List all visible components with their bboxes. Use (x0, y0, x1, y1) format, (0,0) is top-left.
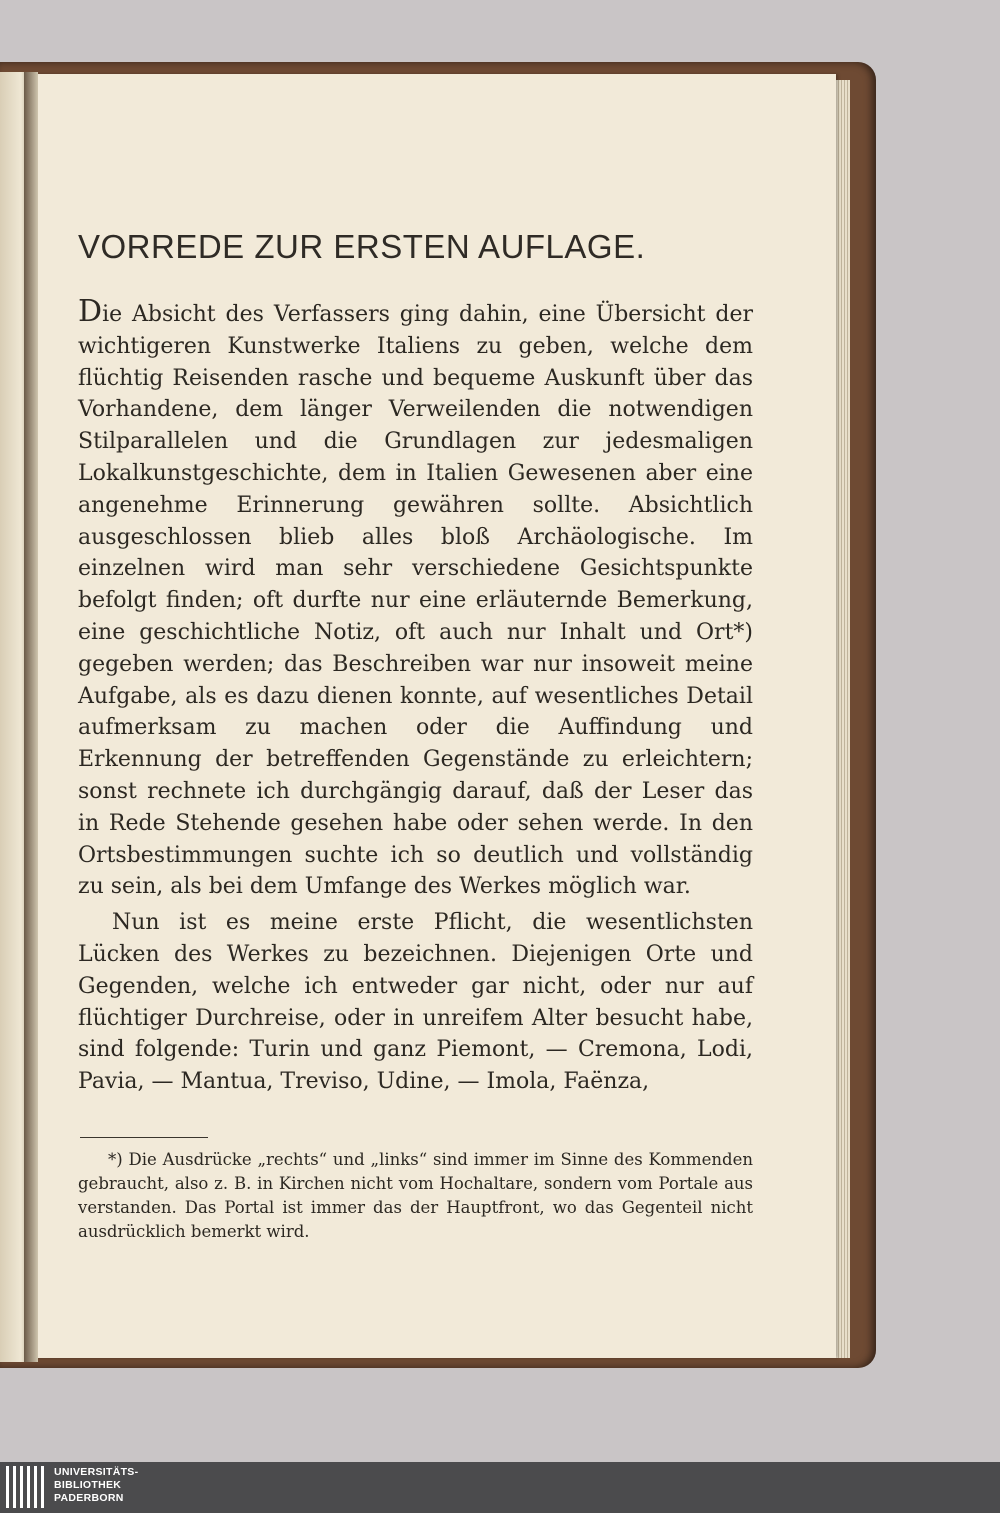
library-logo-text (54, 1466, 138, 1505)
paragraph-1: Die Absicht des Verfassers ging dahin, eine Übersicht der wichtigeren Kunstwerke Italiens zu geben, welche dem flüchtig Reisenden rasche und bequeme Auskunft über das Vorhandene, dem länger Verweilenden die notwendigen Stilparallelen und die Grundlagen zur jedesmaligen Lokalkunstgeschichte, dem in Italien Gewesenen aber eine angenehme Erinnerung gewähren sollte. Absichtlich ausgeschlossen blieb alles bloß Archäologische. Im einzelnen wird man sehr verschiedene Gesichtspunkte befolgt finden; oft durfte nur eine erläuternde Bemerkung, eine geschichtliche Notiz, oft auch nur Inhalt und Ort*) gegeben werden; das Beschreiben war nur insoweit meine Aufgabe, als es dazu dienen konnte, auf wesentliches Detail aufmerksam zu machen oder die Auffindung und Erkennung der betreffenden Gegenstände zu erleichtern; sonst rechnete ich durchgängig darauf, daß der Leser das in Rede Stehende gesehen habe oder sehen werde. In den Ortsbestimmungen suchte ich so deutlich und vollständig zu sein, als bei dem Umfange des Werkes möglich war. (78, 294, 753, 900)
library-footer-bar (0, 1462, 1000, 1513)
paragraph-2: Nun ist es meine erste Pflicht, die wesentlichsten Lücken des Werkes zu bezeichnen. Diejenigen Orte und Gegenden, welche ich entweder gar nicht, oder nur auf flüchtiger Durchreise, oder in unreifem Alter besucht habe, sind folgende: Turin und ganz Piemont, — Cremona, Lodi, Pavia, — Mantua, Treviso, Udine, — Imola, Faënza, (78, 910, 753, 1095)
footnote: *) Die Ausdrücke „rechts“ und „links“ sind immer im Sinne des Kommenden gebraucht, also z. B. in Kirchen nicht vom Hochaltare, sondern vom Portale aus verstanden. Das Portal ist immer das der Hauptfront, wo das Gegenteil nicht ausdrücklich bemerkt wird. (78, 1150, 753, 1241)
chapter-heading: VORREDE ZUR ERSTEN AUFLAGE. (78, 228, 646, 265)
logo-line-3: PADERBORN (54, 1492, 124, 1504)
logo-line-2: BIBLIOTHEK (54, 1479, 122, 1491)
footnote-divider (80, 1137, 208, 1138)
logo-line-1: UNIVERSITÄTS- (54, 1466, 139, 1478)
library-logo-icon (6, 1466, 46, 1508)
body-text (78, 296, 753, 1098)
page-gutter (24, 72, 38, 1362)
